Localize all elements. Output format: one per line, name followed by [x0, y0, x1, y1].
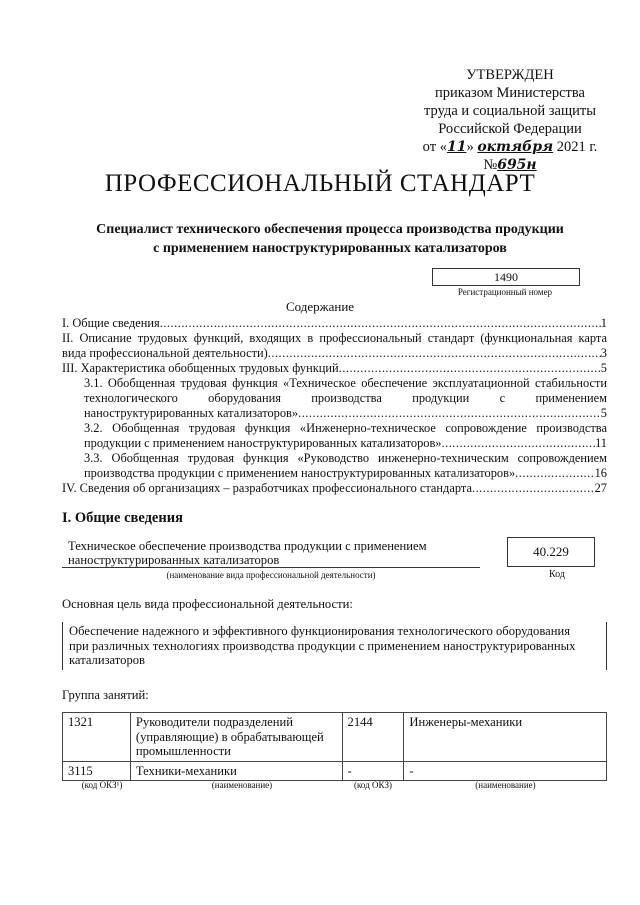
- approval-title: УТВЕРЖДЕН: [466, 67, 554, 83]
- approval-date: от «11» октября 2021 г. №695н: [422, 139, 598, 173]
- toc-item-1[interactable]: I. Общие сведения ..... 1: [62, 316, 607, 331]
- name2-label: (наименование): [475, 780, 536, 790]
- okz-code: 2144: [342, 713, 404, 762]
- activity-code: 40.229: [507, 537, 595, 567]
- occupation-name: Техники-механики: [130, 761, 342, 781]
- toc-item-3-1[interactable]: 3.1. Обобщенная трудовая функция «Техническое обеспечение эксплуатационной стабильности технологического оборудования производства продукции с применением наноструктурированных катализаторов» ..... 5: [62, 376, 607, 421]
- okz1-label: (код ОКЗ¹): [81, 780, 123, 790]
- activity-name: Техническое обеспечение производства продукции с применением наноструктурированных катализаторов: [62, 539, 480, 568]
- subtitle: Специалист технического обеспечения процесса производства продукции с применением наноструктурированных катализаторов: [96, 222, 564, 256]
- occupation-name: Инженеры-механики: [404, 713, 607, 762]
- table-row: [63, 713, 607, 762]
- occupation-name: -: [404, 761, 607, 781]
- goal-heading: Основная цель вида профессиональной деятельности:: [62, 597, 353, 611]
- registration-label: Регистрационный номер: [457, 287, 553, 297]
- okz2-label: (код ОКЗ): [354, 780, 392, 790]
- okz-code: 3115: [63, 761, 131, 781]
- section-heading: I. Общие сведения: [62, 510, 183, 526]
- okz-code: 1321: [63, 713, 131, 762]
- okz-code: -: [342, 761, 404, 781]
- name1-label: (наименование): [211, 780, 273, 790]
- activity-label: (наименование вида профессиональной деятельности): [166, 570, 376, 580]
- date-day: 11: [446, 139, 467, 155]
- toc-item-3-2[interactable]: 3.2. Обобщенная трудовая функция «Инженерно-техническое сопровождение производства продукции с применением наноструктурированных катализаторов» ..... 11: [62, 421, 607, 451]
- toc-item-3[interactable]: III. Характеристика обобщенных трудовых функций ..... 5: [62, 361, 607, 376]
- approval-line3: труда и социальной защиты: [424, 103, 596, 119]
- toc-item-3-3[interactable]: 3.3. Обобщенная трудовая функция «Руководство инженерно-техническим сопровождением производства продукции с применением наноструктурированных катализаторов» ..... 16: [62, 451, 607, 481]
- toc-list: [62, 316, 607, 496]
- goal-text: Обеспечение надежного и эффективного функционирования технологического оборудования при различных технологиях производства продукции с применением наноструктурированных катализаторов: [62, 622, 607, 670]
- toc-item-4[interactable]: IV. Сведения об организациях – разработчиках профессионального стандарта ..... 27: [62, 481, 607, 496]
- date-month: октября: [477, 139, 554, 155]
- toc-heading: Содержание: [285, 299, 355, 314]
- registration-number: 1490: [432, 268, 580, 286]
- order-number: 695н: [497, 157, 537, 173]
- approval-line2: приказом Министерства: [435, 85, 585, 101]
- toc-item-2[interactable]: II. Описание трудовых функций, входящих в профессиональный стандарт (функциональная карта вида профессиональной деятельности) ..... 3: [62, 331, 607, 361]
- occupation-name: Руководители подразделений (управляющие) в обрабатывающей промышленности: [130, 713, 342, 762]
- table-row: [63, 761, 607, 781]
- code-label: Код: [549, 569, 565, 580]
- approval-block: [395, 66, 625, 174]
- page-title: ПРОФЕССИОНАЛЬНЫЙ СТАНДАРТ: [104, 170, 536, 197]
- approval-line4: Российской Федерации: [438, 121, 582, 137]
- occupation-table: [62, 712, 607, 781]
- group-heading: Группа занятий:: [62, 688, 149, 702]
